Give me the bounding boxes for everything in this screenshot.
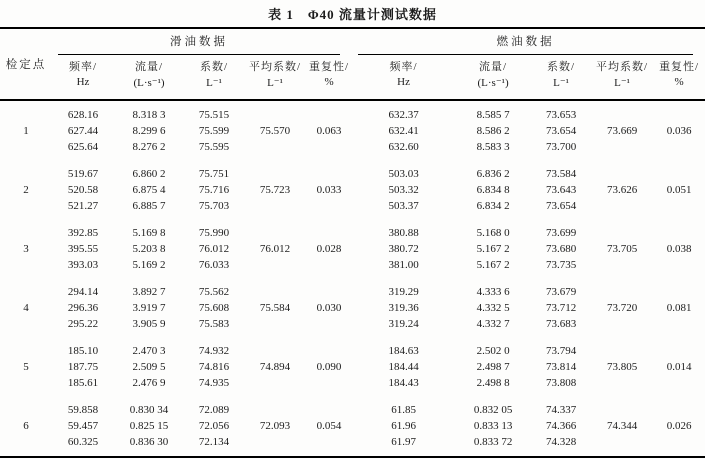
col-unit-lube-3: L⁻¹: [267, 77, 283, 89]
group-spacer: [0, 391, 705, 402]
lube-freq-value: 628.16: [67, 109, 99, 121]
lube-coef-value: 75.599: [198, 125, 230, 137]
fuel-flow-value: 8.583 3: [476, 141, 510, 153]
lube-freq-value: 187.75: [67, 361, 99, 373]
group-spacer: [0, 273, 705, 284]
fuel-flow-value: 0.833 13: [473, 420, 513, 432]
col-unit-lube-2: L⁻¹: [206, 77, 222, 89]
group-spacer-cell: [0, 214, 705, 225]
lube-freq-value: 392.85: [67, 227, 99, 239]
lube-coef-value: 74.932: [198, 345, 230, 357]
lube-flow-value: 6.885 7: [132, 200, 166, 212]
fuel-avg-coef-value: 73.720: [606, 302, 638, 314]
group-header-row: [0, 28, 705, 55]
fuel-avg-coef-value: 74.344: [606, 420, 638, 432]
point-cell-5: 5: [23, 361, 29, 373]
lube-avg-coef-value: 72.093: [259, 420, 291, 432]
data-table: [0, 27, 705, 458]
lube-repeatability-value: 0.030: [316, 302, 342, 314]
col-unit-fuel-2: L⁻¹: [553, 77, 569, 89]
group-spacer-cell: [0, 273, 705, 284]
subhead-row-top: [0, 55, 705, 74]
lube-avg-coef-value: 75.584: [259, 302, 291, 314]
lube-freq-value: 393.03: [67, 259, 99, 271]
fuel-avg-coef-value: 73.705: [606, 243, 638, 255]
col-unit-fuel-1: (L·s⁻¹): [477, 77, 509, 89]
lube-coef-value: 72.056: [198, 420, 230, 432]
fuel-flow-value: 2.498 7: [476, 361, 510, 373]
group-header-fuel-label: 燃油数据: [358, 29, 693, 55]
lube-freq-value: 521.27: [67, 200, 99, 212]
fuel-freq-value: 184.63: [388, 345, 419, 357]
bottom-pad-cell: [0, 450, 705, 457]
fuel-freq-value: 319.36: [388, 302, 419, 314]
fuel-flow-value: 2.502 0: [476, 345, 510, 357]
table-body: [0, 100, 705, 457]
fuel-repeatability-value: 0.038: [666, 243, 692, 255]
lube-coef-value: 75.716: [198, 184, 230, 196]
data-row-point3-line1: [0, 225, 705, 241]
col-header-fuel-1: 流量/: [479, 61, 508, 73]
group-spacer-cell: [0, 332, 705, 343]
lube-repeatability-value: 0.028: [316, 243, 342, 255]
fuel-coef-value: 73.794: [545, 345, 577, 357]
fuel-avg-coef-value: 73.805: [606, 361, 638, 373]
col-header-lube-2: 系数/: [199, 61, 229, 73]
fuel-freq-value: 503.32: [388, 184, 419, 196]
fuel-repeatability-value: 0.026: [666, 420, 692, 432]
lube-repeatability-value: 0.063: [316, 125, 342, 137]
lube-coef-value: 75.703: [198, 200, 230, 212]
col-unit-lube-1: (L·s⁻¹): [133, 77, 165, 89]
lube-coef-value: 72.134: [198, 436, 230, 448]
lube-flow-value: 3.905 9: [132, 318, 166, 330]
lube-flow-value: 3.919 7: [132, 302, 166, 314]
fuel-flow-value: 8.585 7: [476, 109, 510, 121]
fuel-flow-value: 8.586 2: [476, 125, 510, 137]
top-pad-cell: [0, 100, 705, 107]
fuel-flow-value: 5.167 2: [476, 243, 510, 255]
col-unit-lube-4: %: [324, 76, 334, 88]
lube-coef-value: 75.515: [198, 109, 230, 121]
col-header-fuel-2: 系数/: [547, 61, 576, 73]
fuel-freq-value: 61.96: [391, 420, 416, 432]
fuel-coef-value: 73.584: [545, 168, 577, 180]
fuel-flow-value: 5.167 2: [476, 259, 510, 271]
lube-avg-coef-value: 75.570: [259, 125, 291, 137]
subhead-row-unit: [0, 74, 705, 100]
lube-coef-value: 75.595: [198, 141, 230, 153]
lube-coef-value: 72.089: [198, 404, 230, 416]
fuel-freq-value: 380.72: [388, 243, 419, 255]
fuel-coef-value: 73.680: [545, 243, 577, 255]
fuel-freq-value: 503.03: [388, 168, 419, 180]
lube-flow-value: 8.299 6: [132, 125, 166, 137]
fuel-coef-value: 73.808: [545, 377, 577, 389]
fuel-coef-value: 73.712: [545, 302, 577, 314]
data-row-point2-line1: [0, 166, 705, 182]
fuel-flow-value: 0.833 72: [473, 436, 513, 448]
lube-repeatability-value: 0.033: [316, 184, 342, 196]
fuel-repeatability-value: 0.014: [666, 361, 692, 373]
group-header-lube-label: 滑油数据: [58, 29, 340, 55]
lube-flow-value: 6.860 2: [132, 168, 166, 180]
fuel-freq-value: 632.60: [388, 141, 419, 153]
fuel-freq-value: 319.24: [388, 318, 419, 330]
table-label: 表 1: [268, 7, 294, 22]
group-header-lube: [52, 28, 352, 55]
fuel-freq-value: 632.41: [388, 125, 419, 137]
fuel-coef-value: 74.337: [545, 404, 577, 416]
fuel-freq-value: 632.37: [388, 109, 419, 121]
lube-freq-value: 519.67: [67, 168, 99, 180]
lube-freq-value: 625.64: [67, 141, 99, 153]
lube-flow-value: 5.203 8: [132, 243, 166, 255]
fuel-coef-value: 73.683: [545, 318, 577, 330]
lube-flow-value: 2.476 9: [132, 377, 166, 389]
lube-flow-value: 2.509 5: [132, 361, 166, 373]
lube-coef-value: 76.033: [198, 259, 230, 271]
lube-flow-value: 2.470 3: [132, 345, 166, 357]
point-cell-2: 2: [23, 184, 29, 196]
lube-flow-value: 0.825 15: [129, 420, 169, 432]
fuel-flow-value: 6.834 8: [476, 184, 510, 196]
fuel-flow-value: 4.333 6: [476, 286, 510, 298]
lube-freq-value: 296.36: [67, 302, 99, 314]
col-header-lube-3: 平均系数/: [248, 61, 302, 73]
group-spacer: [0, 332, 705, 343]
data-row-point6-line1: [0, 402, 705, 418]
fuel-freq-value: 380.88: [388, 227, 419, 239]
corner-header: 检定点: [5, 59, 47, 71]
fuel-avg-coef-value: 73.626: [606, 184, 638, 196]
fuel-freq-value: 61.85: [391, 404, 416, 416]
table-title-text: Φ40 流量计测试数据: [307, 7, 437, 22]
lube-repeatability-value: 0.090: [316, 361, 342, 373]
point-cell-3: 3: [23, 243, 29, 255]
lube-coef-value: 75.751: [198, 168, 230, 180]
fuel-repeatability-value: 0.036: [666, 125, 692, 137]
fuel-coef-value: 74.366: [545, 420, 577, 432]
lube-flow-value: 0.836 30: [129, 436, 169, 448]
lube-coef-value: 75.562: [198, 286, 230, 298]
fuel-flow-value: 4.332 7: [476, 318, 510, 330]
fuel-repeatability-value: 0.051: [666, 184, 692, 196]
lube-flow-value: 5.169 2: [132, 259, 166, 271]
table-header: [0, 28, 705, 100]
fuel-avg-coef-value: 73.669: [606, 125, 638, 137]
point-cell-6: 6: [23, 420, 29, 432]
data-row-point5-line1: [0, 343, 705, 359]
lube-avg-coef-value: 74.894: [259, 361, 291, 373]
fuel-coef-value: 73.700: [545, 141, 577, 153]
col-header-fuel-4: 重复性/: [659, 61, 700, 73]
col-header-fuel-0: 频率/: [389, 61, 418, 73]
lube-flow-value: 8.318 3: [132, 109, 166, 121]
fuel-coef-value: 74.328: [545, 436, 577, 448]
lube-coef-value: 75.608: [198, 302, 230, 314]
fuel-coef-value: 73.814: [545, 361, 577, 373]
fuel-freq-value: 381.00: [388, 259, 419, 271]
fuel-freq-value: 184.44: [388, 361, 419, 373]
lube-freq-value: 59.858: [67, 404, 99, 416]
lube-avg-coef-value: 75.723: [259, 184, 291, 196]
lube-freq-value: 627.44: [67, 125, 99, 137]
point-cell-1: 1: [23, 125, 29, 137]
top-pad: [0, 100, 705, 107]
lube-freq-value: 295.22: [67, 318, 99, 330]
lube-freq-value: 59.457: [67, 420, 99, 432]
group-spacer: [0, 214, 705, 225]
lube-flow-value: 5.169 8: [132, 227, 166, 239]
col-unit-fuel-4: %: [674, 76, 684, 88]
col-unit-fuel-3: L⁻¹: [614, 77, 630, 89]
group-header-fuel: [352, 28, 705, 55]
lube-freq-value: 185.61: [67, 377, 99, 389]
fuel-flow-value: 6.836 2: [476, 168, 510, 180]
fuel-flow-value: 4.332 5: [476, 302, 510, 314]
fuel-coef-value: 73.653: [545, 109, 577, 121]
fuel-flow-value: 5.168 0: [476, 227, 510, 239]
lube-coef-value: 76.012: [198, 243, 230, 255]
fuel-coef-value: 73.654: [545, 125, 577, 137]
group-spacer-cell: [0, 155, 705, 166]
fuel-coef-value: 73.699: [545, 227, 577, 239]
lube-repeatability-value: 0.054: [316, 420, 342, 432]
lube-freq-value: 395.55: [67, 243, 99, 255]
fuel-coef-value: 73.735: [545, 259, 577, 271]
fuel-coef-value: 73.643: [545, 184, 577, 196]
lube-flow-value: 6.875 4: [132, 184, 166, 196]
table-title: [0, 0, 705, 27]
lube-flow-value: 8.276 2: [132, 141, 166, 153]
col-header-lube-4: 重复性/: [309, 61, 350, 73]
lube-freq-value: 185.10: [67, 345, 99, 357]
point-cell-4: 4: [23, 302, 29, 314]
col-header-lube-0: 频率/: [68, 61, 98, 73]
col-unit-lube-0: Hz: [76, 76, 90, 88]
group-spacer: [0, 155, 705, 166]
group-spacer-cell: [0, 391, 705, 402]
lube-flow-value: 0.830 34: [129, 404, 169, 416]
data-row-point1-line1: [0, 107, 705, 123]
lube-coef-value: 74.816: [198, 361, 230, 373]
lube-avg-coef-value: 76.012: [259, 243, 291, 255]
fuel-flow-value: 2.498 8: [476, 377, 510, 389]
lube-coef-value: 74.935: [198, 377, 230, 389]
fuel-freq-value: 503.37: [388, 200, 419, 212]
fuel-flow-value: 6.834 2: [476, 200, 510, 212]
lube-freq-value: 60.325: [67, 436, 99, 448]
lube-freq-value: 520.58: [67, 184, 99, 196]
lube-flow-value: 3.892 7: [132, 286, 166, 298]
fuel-coef-value: 73.679: [545, 286, 577, 298]
col-header-lube-1: 流量/: [134, 61, 164, 73]
fuel-repeatability-value: 0.081: [666, 302, 692, 314]
col-header-fuel-3: 平均系数/: [596, 61, 649, 73]
lube-coef-value: 75.583: [198, 318, 230, 330]
fuel-freq-value: 61.97: [391, 436, 416, 448]
col-unit-fuel-0: Hz: [397, 76, 410, 88]
lube-coef-value: 75.990: [198, 227, 230, 239]
fuel-flow-value: 0.832 05: [473, 404, 513, 416]
data-row-point4-line1: [0, 284, 705, 300]
lube-freq-value: 294.14: [67, 286, 99, 298]
bottom-pad: [0, 450, 705, 457]
fuel-freq-value: 319.29: [388, 286, 419, 298]
fuel-freq-value: 184.43: [388, 377, 419, 389]
fuel-coef-value: 73.654: [545, 200, 577, 212]
